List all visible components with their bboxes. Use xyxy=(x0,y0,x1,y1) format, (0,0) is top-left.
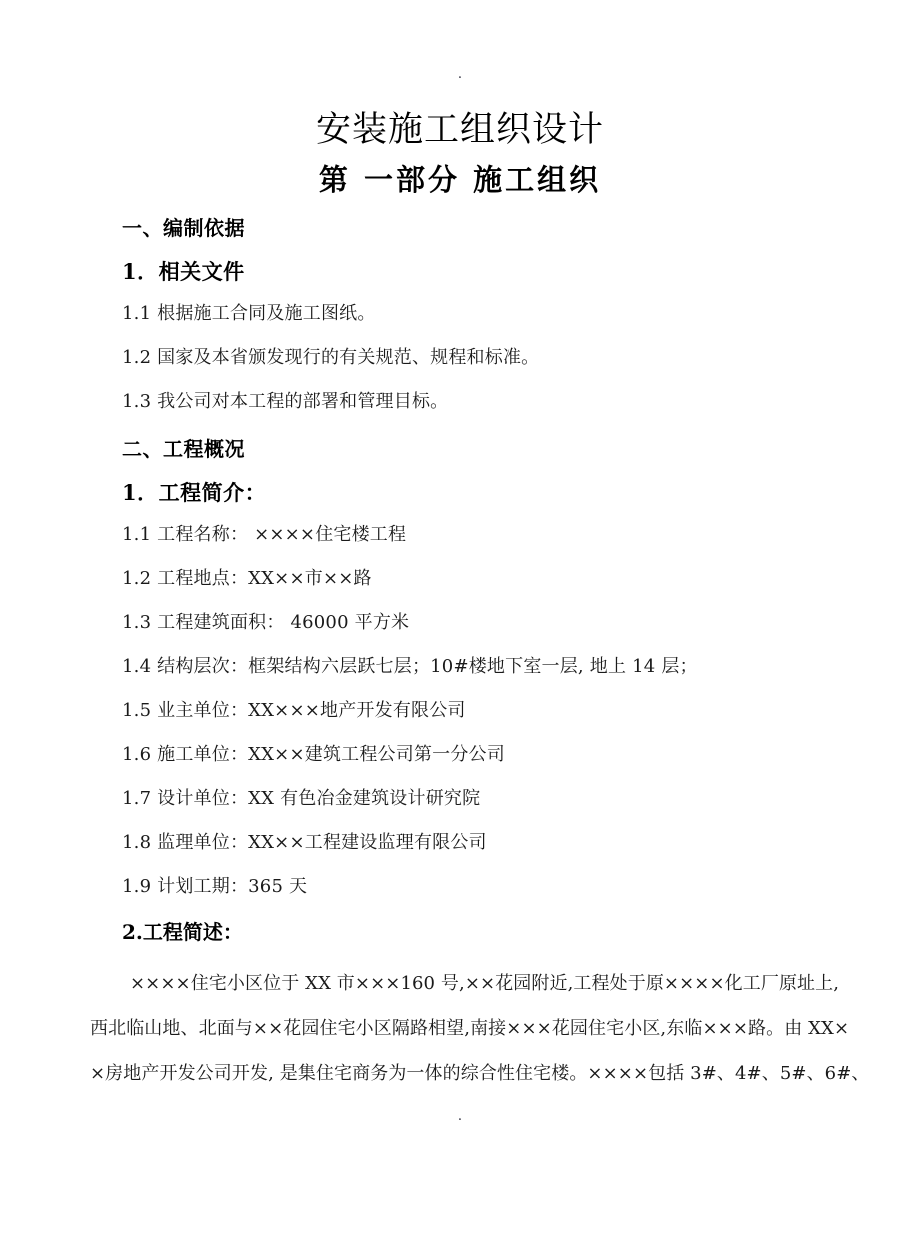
document-subtitle: 第 一部分 施工组织 xyxy=(318,162,602,198)
list-item: 1.3 工程建筑面积： 46000 平方米 xyxy=(122,612,410,633)
subsection-heading-project-brief: 2.工程简述： xyxy=(122,920,243,944)
footer-center-mark: . xyxy=(457,1109,463,1124)
list-item: 1.5 业主单位：XX×××地产开发有限公司 xyxy=(122,700,466,721)
section-project-brief xyxy=(0,918,920,1096)
section-project-overview xyxy=(0,433,920,918)
document-body xyxy=(0,212,920,1096)
list-item: 1.4 结构层次：框架结构六层跃七层；10#楼地下室一层, 地上 14 层； xyxy=(122,656,698,677)
subsection-heading-related-documents: 1．相关文件 xyxy=(122,259,245,284)
list-item: 1.2 国家及本省颁发现行的有关规范、规程和标准。 xyxy=(122,347,540,368)
list-item: 1.1 根据施工合同及施工图纸。 xyxy=(122,303,376,324)
subsection-heading-project-intro: 1．工程简介： xyxy=(122,480,267,505)
list-item: 1.1 工程名称： ××××住宅楼工程 xyxy=(122,524,407,545)
list-item: 1.9 计划工期：365 天 xyxy=(122,876,308,897)
paragraph-line: ×房地产开发公司开发, 是集住宅商务为一体的综合性住宅楼。××××包括 3#、4#、5#、6#、 xyxy=(90,1063,870,1084)
list-item: 1.7 设计单位：XX 有色冶金建筑设计研究院 xyxy=(122,788,481,809)
section-compilation-basis xyxy=(0,212,920,433)
list-item: 1.2 工程地点：XX××市××路 xyxy=(122,568,372,589)
section-heading-2: 二、工程概况 xyxy=(122,437,245,461)
paragraph-line: ××××住宅小区位于 XX 市×××160 号,××花园附近,工程处于原××××化工厂原址上, xyxy=(130,973,840,994)
project-brief-paragraph xyxy=(90,961,870,1096)
list-item: 1.8 监理单位：XX××工程建设监理有限公司 xyxy=(122,832,487,853)
section-heading-1: 一、编制依据 xyxy=(122,216,245,240)
paragraph-line: 西北临山地、北面与××花园住宅小区隔路相望,南接×××花园住宅小区,东临×××路。由 XX× xyxy=(90,1018,850,1039)
document-title: 安装施工组织设计 xyxy=(315,110,604,150)
header-center-mark: . xyxy=(457,67,463,82)
list-item: 1.3 我公司对本工程的部署和管理目标。 xyxy=(122,391,449,412)
list-item: 1.6 施工单位：XX××建筑工程公司第一分公司 xyxy=(122,744,505,765)
